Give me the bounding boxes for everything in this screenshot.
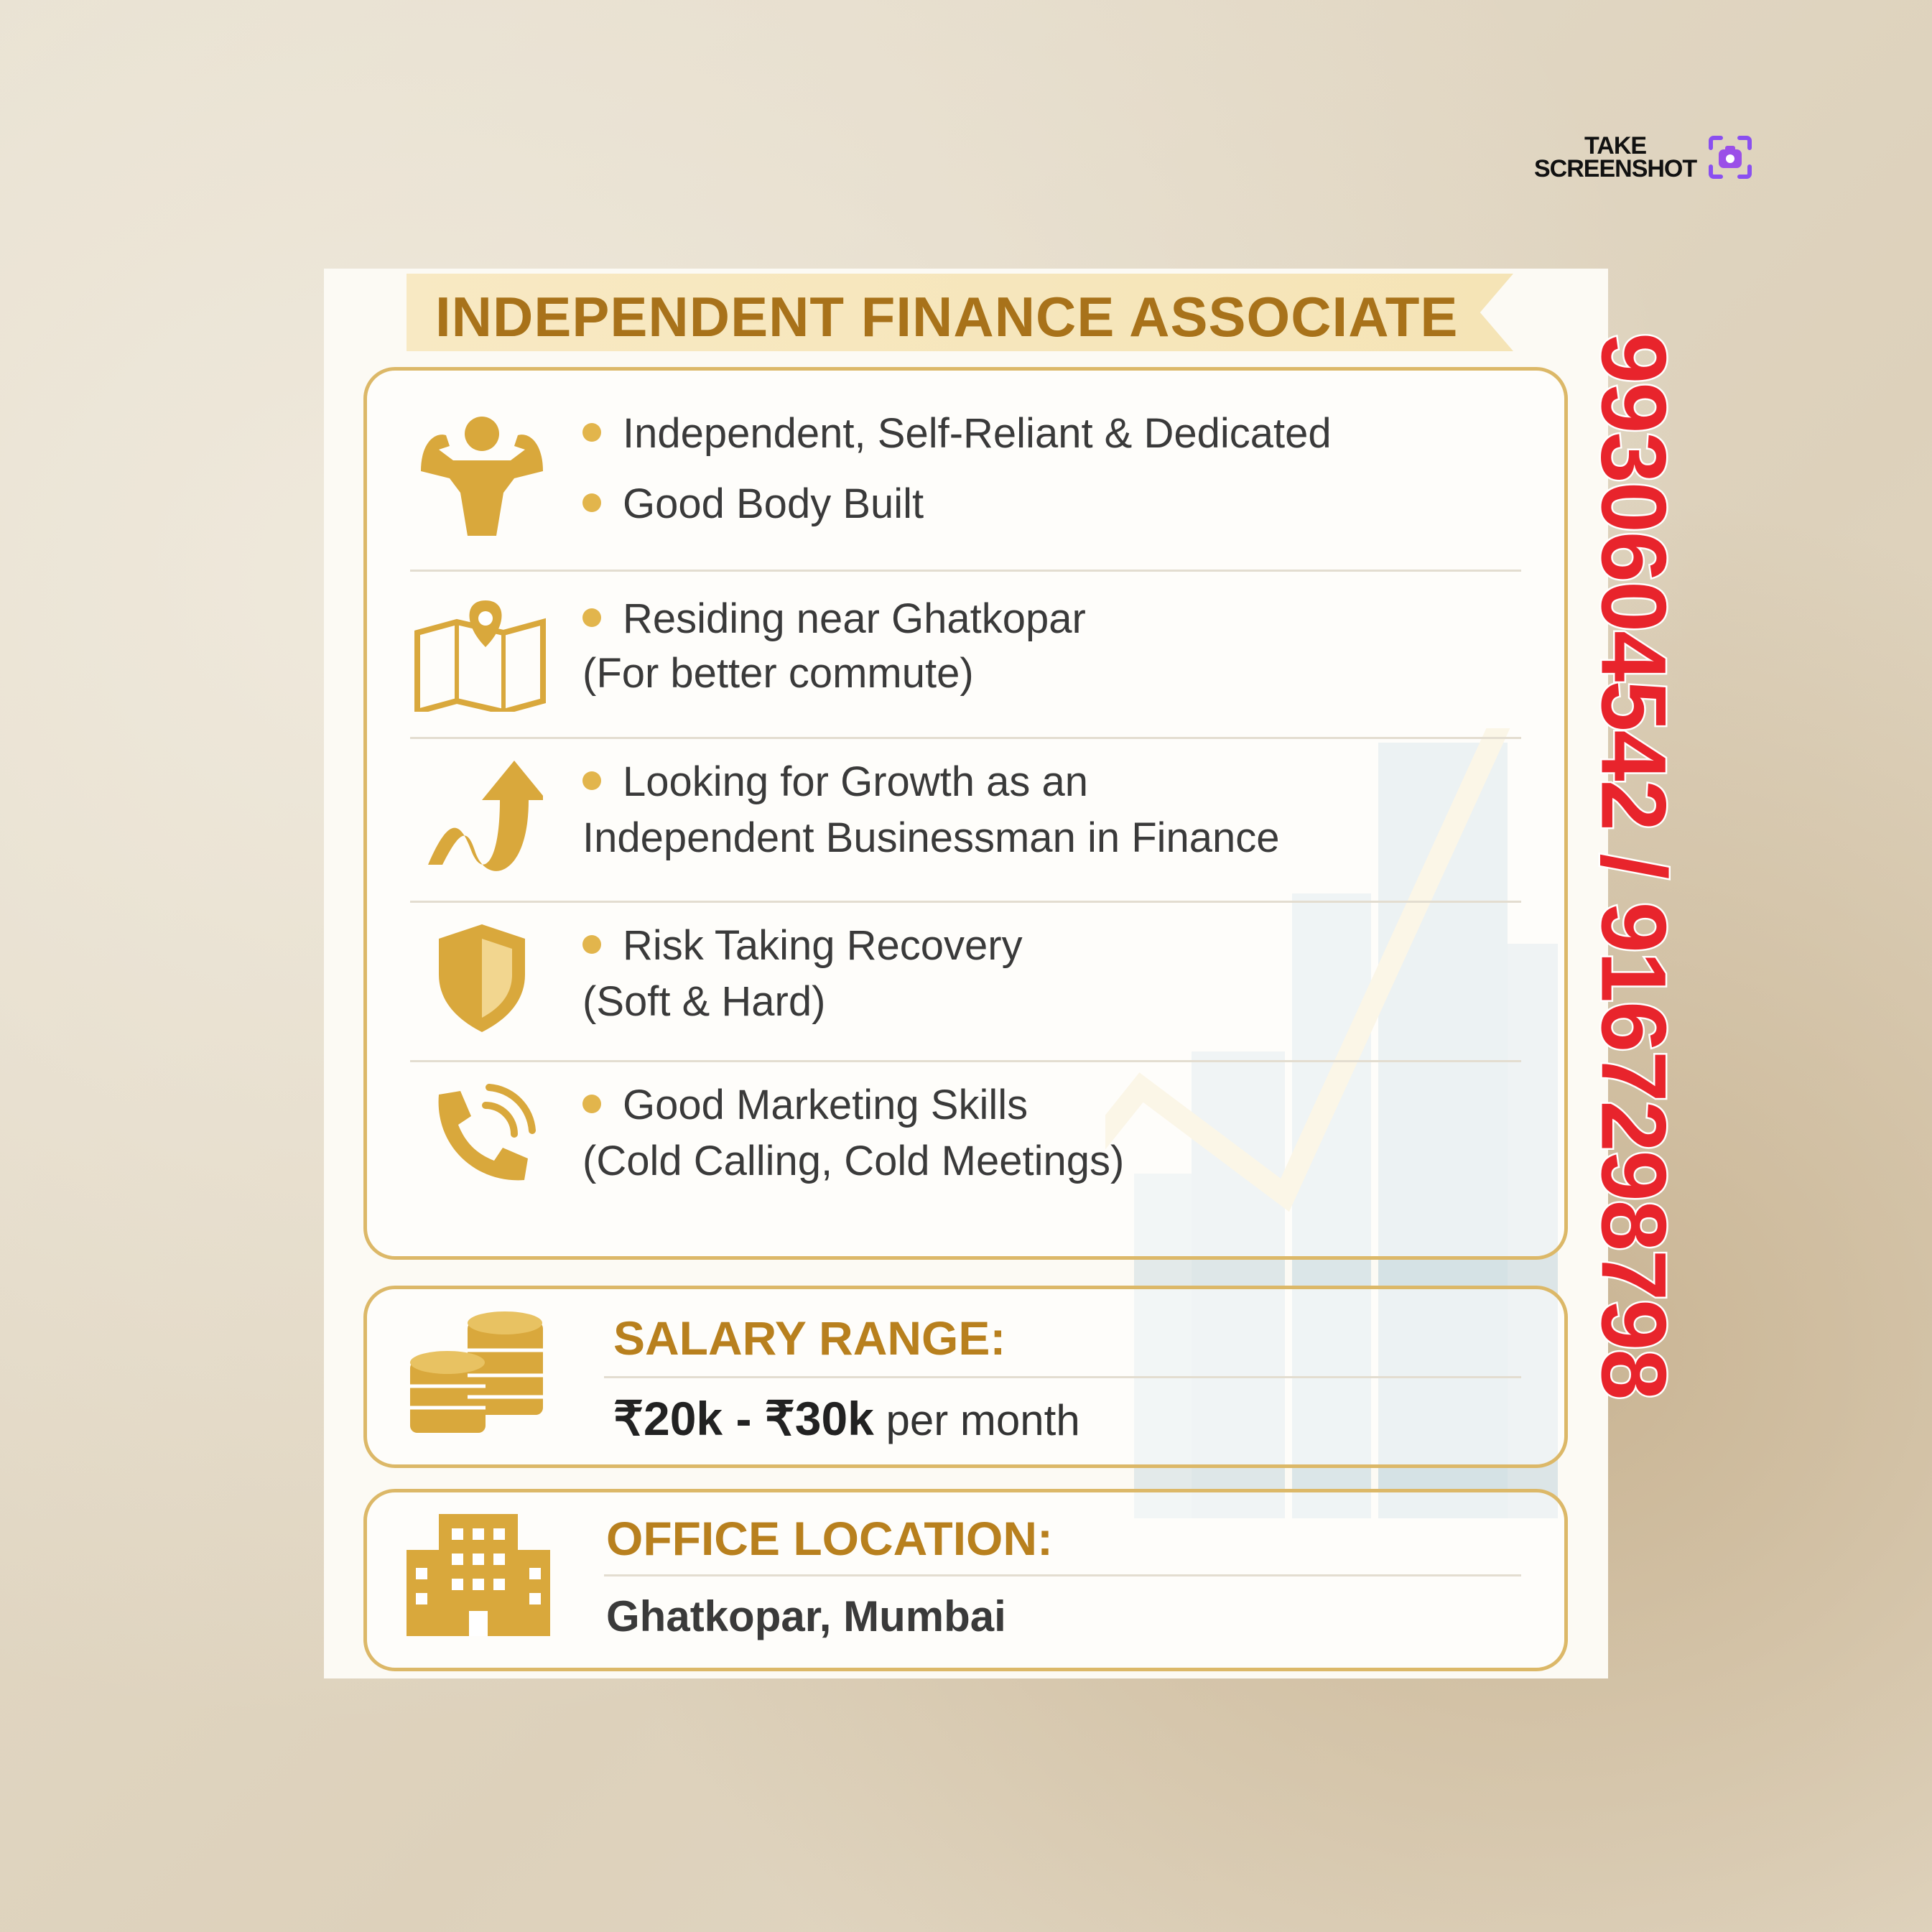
requirements-box [363,367,1568,1260]
shield-icon [407,917,557,1039]
office-building-icon [403,1514,554,1636]
bullet [582,493,601,512]
contact-phone-numbers: 9930604542 / 9167298798 [1582,333,1685,1399]
bullet [582,935,601,954]
requirement-item: Good Marketing Skills [582,1078,1028,1133]
phone-icon [407,1077,557,1199]
divider [604,1574,1521,1576]
requirement-subtext: Independent Businessman in Finance [582,814,1280,861]
job-poster [324,269,1608,1678]
growth-arrow-icon [407,753,557,876]
requirement-item: Independent, Self-Reliant & Dedicated [582,407,1332,461]
bullet [582,1095,601,1113]
camera-icon [1706,134,1754,181]
salary-value: ₹20k - ₹30k per month [613,1392,1080,1445]
requirement-item: Risk Taking Recovery [582,919,1023,973]
requirement-item: Looking for Growth as an [582,755,1088,809]
map-pin-icon [407,593,557,715]
requirement-subtext: (For better commute) [582,650,974,697]
salary-box [363,1286,1568,1468]
requirement-row [367,572,1564,739]
requirement-subtext: (Soft & Hard) [582,978,826,1025]
watermark-text: TAKE SCREENSHOT [1534,132,1697,182]
bullet [582,771,601,790]
requirement-row [367,392,1564,572]
requirement-subtext: (Cold Calling, Cold Meetings) [582,1138,1125,1184]
requirement-row [367,903,1564,1062]
salary-label: SALARY RANGE: [613,1311,1006,1365]
office-location-box [363,1489,1568,1671]
bullet [582,608,601,627]
muscle-man-icon [407,414,557,536]
office-value: Ghatkopar, Mumbai [606,1592,1006,1640]
requirement-row [367,739,1564,903]
requirement-row [367,1062,1564,1242]
divider [604,1376,1521,1378]
bullet [582,423,601,442]
take-screenshot-watermark [1534,134,1754,181]
requirement-item: Residing near Ghatkopar [582,592,1086,646]
requirement-item: Good Body Built [582,477,924,531]
page-title: INDEPENDENT FINANCE ASSOCIATE [435,285,1459,348]
office-label: OFFICE LOCATION: [606,1512,1054,1565]
coins-icon [403,1311,554,1433]
